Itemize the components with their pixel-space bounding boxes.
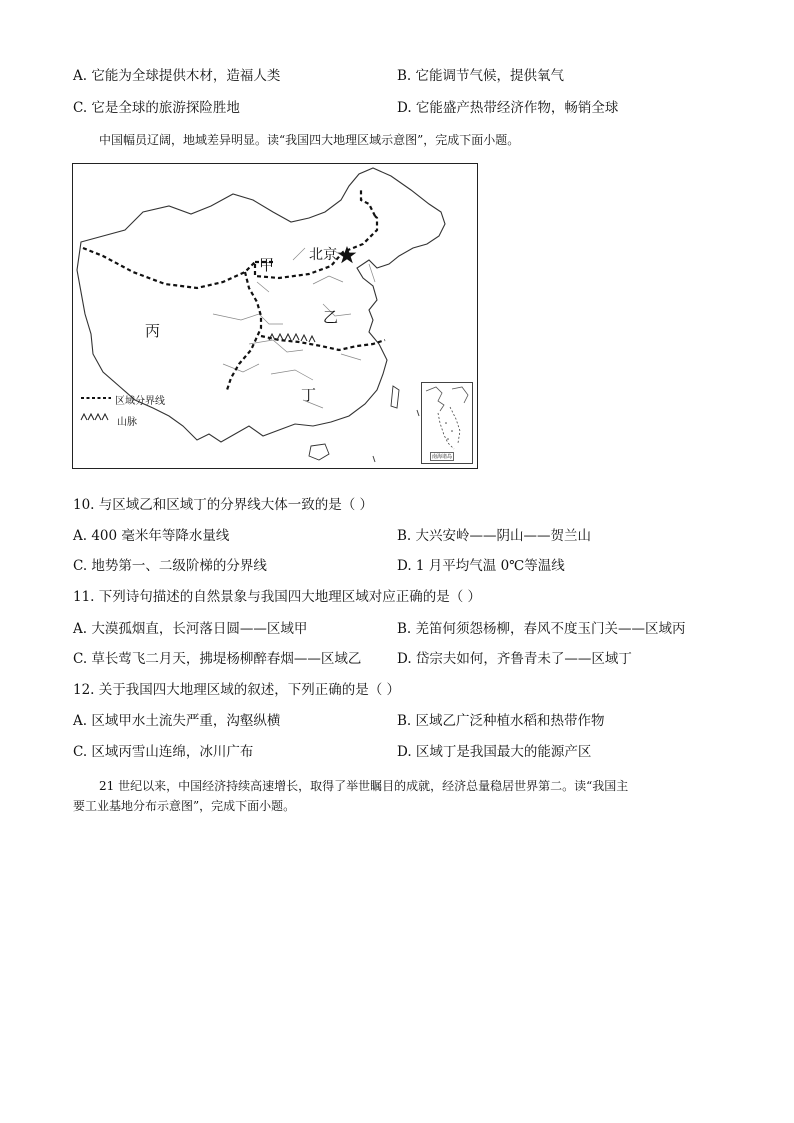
inset-drawing: [422, 383, 472, 463]
province-lines: [213, 248, 375, 408]
q11-option-c: C. 草长莺飞二月天，拂堤杨柳醉春烟——区域乙: [73, 651, 362, 667]
question-11-stem: 11. 下列诗句描述的自然景象与我国四大地理区域对应正确的是（ ）: [73, 589, 482, 605]
boundary-west-line: [227, 262, 273, 390]
q10-option-b: B. 大兴安岭——阴山——贺兰山: [397, 528, 592, 544]
hainan-island: [309, 444, 329, 460]
region-label-yi: 乙: [323, 308, 339, 326]
question-10-stem: 10. 与区域乙和区域丁的分界线大体一致的是（ ）: [73, 497, 374, 513]
prev-option-c: C. 它是全球的旅游探险胜地: [73, 100, 240, 116]
prev-option-a: A. 它能为全球提供木材，造福人类: [73, 68, 281, 84]
q10-option-d: D. 1 月平均气温 0℃等温线: [397, 558, 565, 574]
intro-paragraph-1: [73, 130, 723, 150]
prev-option-d: D. 它能盛产热带经济作物，畅销全球: [397, 100, 619, 116]
sea-marks: [373, 410, 427, 462]
boundary-northeast-line: [361, 188, 375, 216]
intro-text-2-line1: 21 世纪以来，中国经济持续高速增长，取得了举世瞩目的成就，经济总量稳居世界第二。读“我国主: [99, 779, 629, 793]
q11-option-d: D. 岱宗夫如何，齐鲁青未了——区域丁: [397, 651, 632, 667]
capital-label: 北京: [309, 247, 337, 263]
china-regions-map: [72, 163, 478, 469]
q12-option-c: C. 区域丙雪山连绵，冰川广布: [73, 744, 254, 760]
q11-option-a: A. 大漠孤烟直，长河落日圆——区域甲: [73, 621, 308, 637]
region-label-ding: 丁: [301, 386, 317, 404]
question-12-stem: 12. 关于我国四大地理区域的叙述，下列正确的是（ ）: [73, 682, 401, 698]
region-label-jia: 甲: [259, 256, 275, 274]
q11-option-b: B. 羌笛何须怨杨柳，春风不度玉门关——区域丙: [397, 621, 686, 637]
intro-text-1: 中国幅员辽阔，地域差异明显。读“我国四大地理区域示意图”，完成下面小题。: [99, 133, 520, 147]
q12-option-b: B. 区域乙广泛种植水稻和热带作物: [397, 713, 605, 729]
q12-option-a: A. 区域甲水土流失严重，沟壑纵横: [73, 713, 281, 729]
region-label-bing: 丙: [145, 322, 161, 340]
boundary-qinling-line: [261, 336, 385, 350]
legend-boundary-label: 区域分界线: [115, 396, 165, 407]
inset-caption: 南海诸岛: [432, 454, 453, 460]
south-china-sea-inset: [421, 382, 473, 464]
q10-option-c: C. 地势第一、二级阶梯的分界线: [73, 558, 267, 574]
intro-text-2-line2: 要工业基地分布示意图”，完成下面小题。: [73, 799, 296, 813]
taiwan-island: [391, 386, 399, 408]
legend-mountain-label: 山脉: [117, 417, 137, 428]
prev-option-b: B. 它能调节气候，提供氧气: [397, 68, 565, 84]
q12-option-d: D. 区域丁是我国最大的能源产区: [397, 744, 592, 760]
q10-option-a: A. 400 毫米年等降水量线: [73, 528, 230, 544]
legend-mountain-symbol: [81, 414, 108, 420]
intro-paragraph-2: [73, 776, 723, 816]
